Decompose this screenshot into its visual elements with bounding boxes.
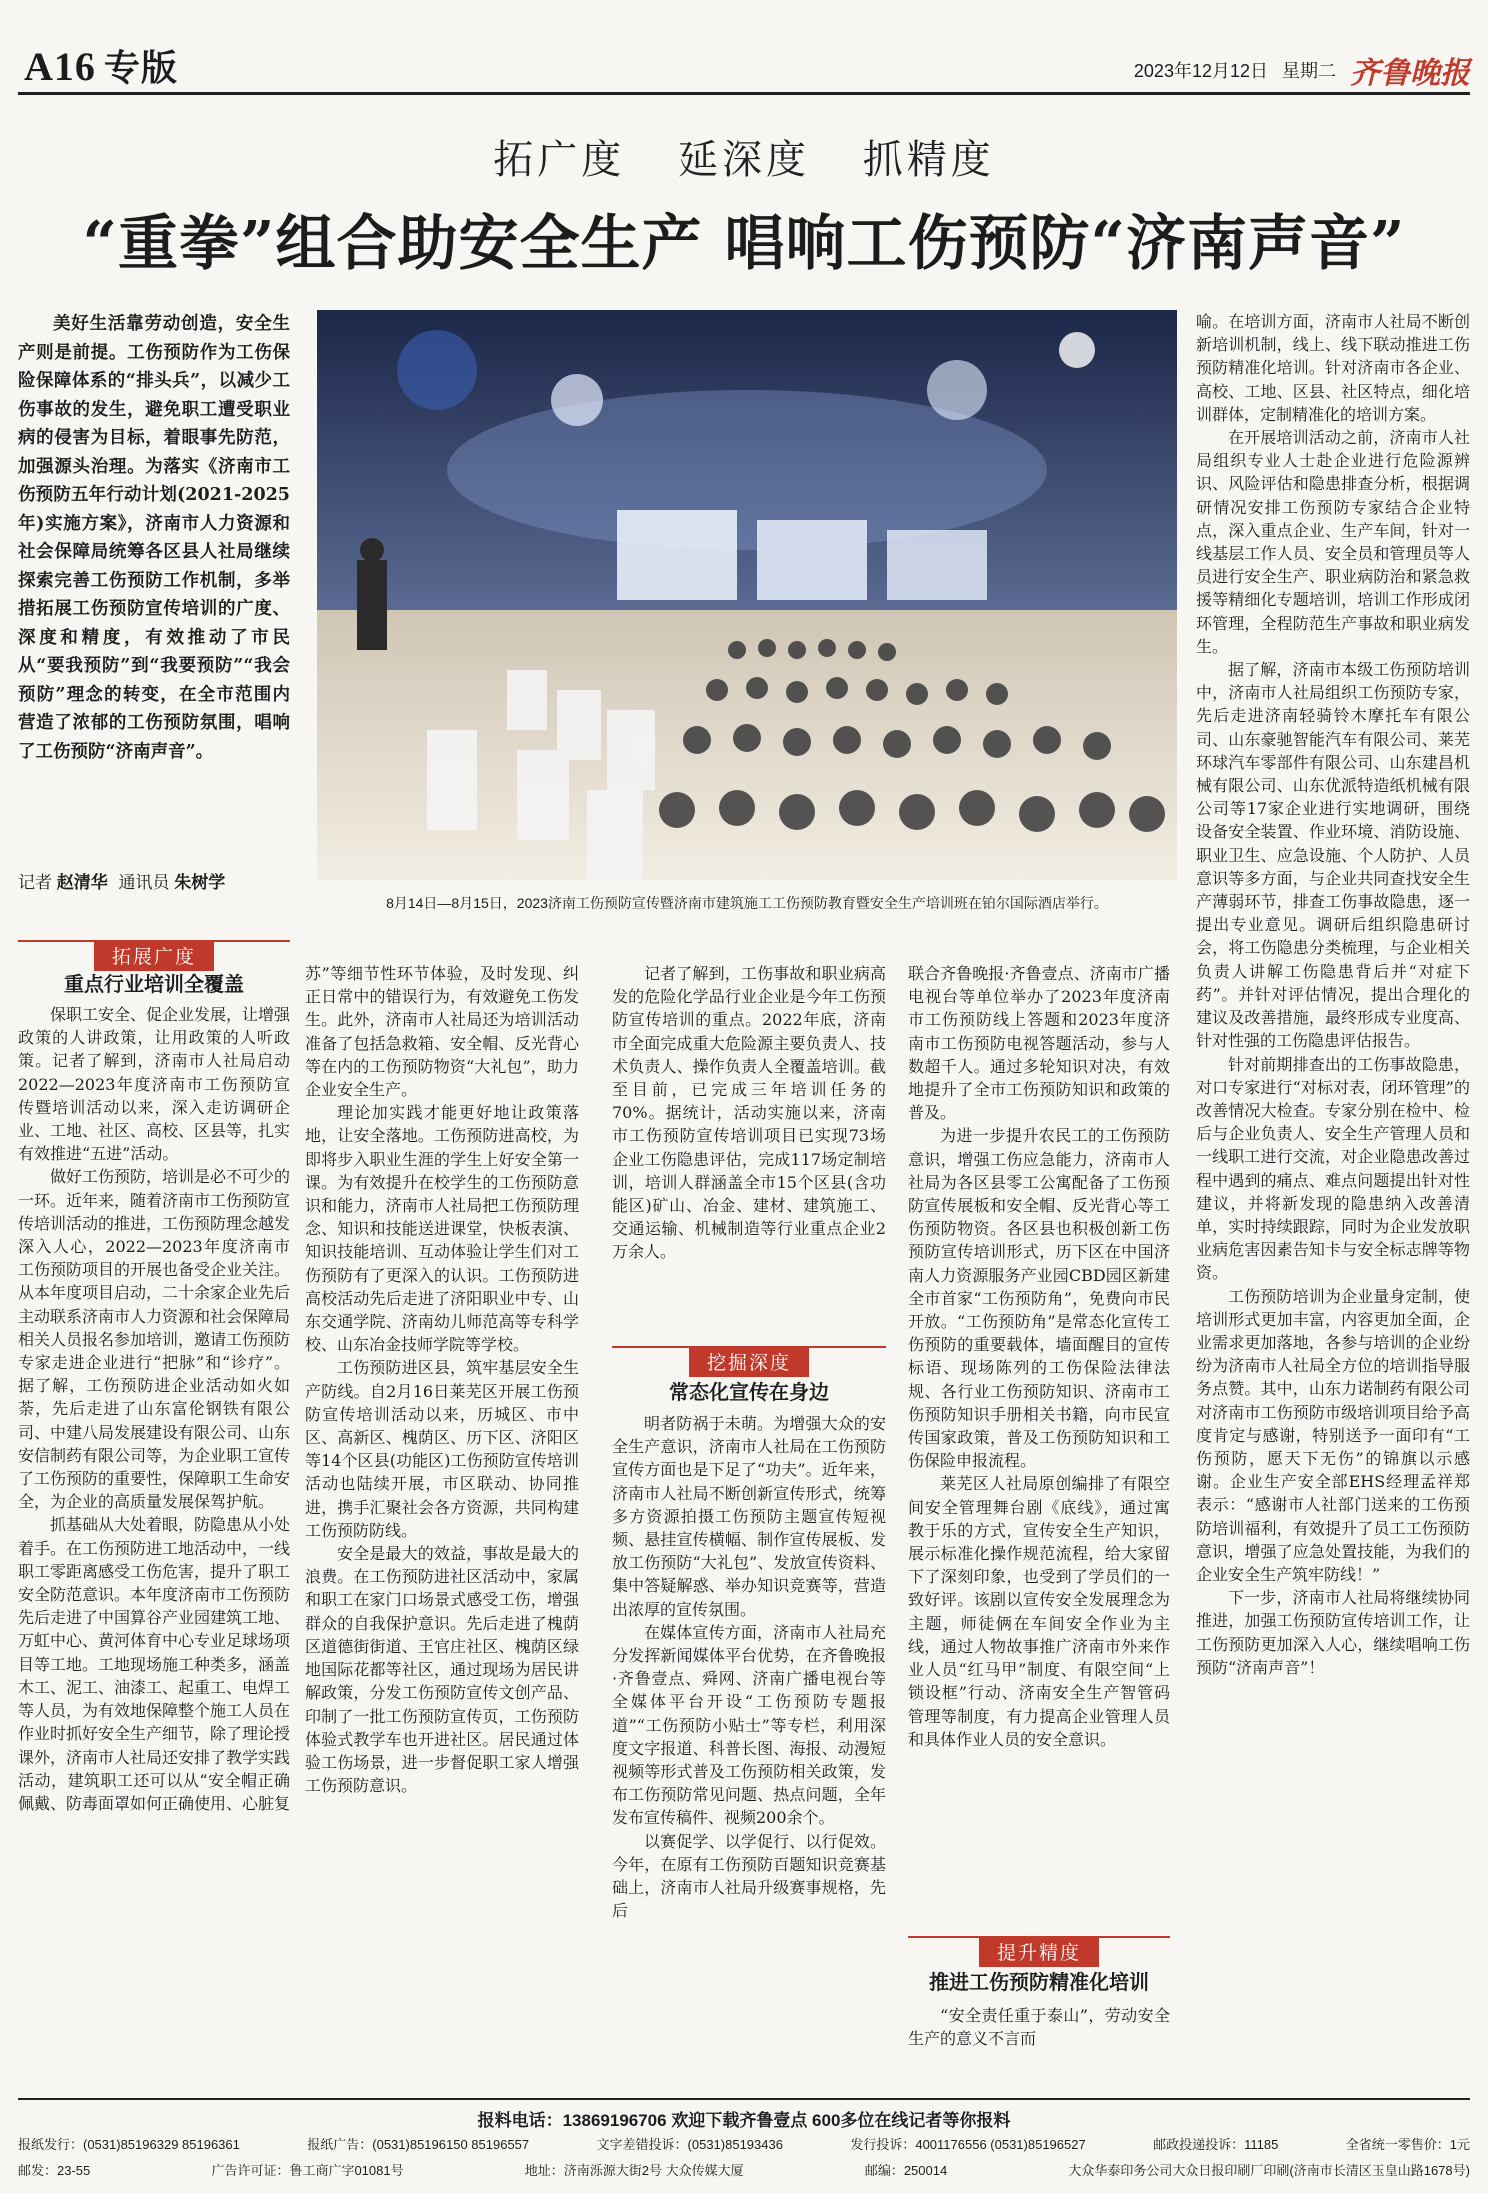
column-name: 专版 xyxy=(103,48,178,88)
publisher-item: 广告许可证：鲁工商广字01081号 xyxy=(211,2163,404,2178)
footer-divider xyxy=(18,2098,1470,2100)
column-5 xyxy=(1196,310,1470,1679)
paragraph: 保职工安全、促企业发展，让增强政策的人讲政策，让用政策的人听政策。记者了解到，济南市人社局启动2022—2023年度济南市工伤预防宣传暨培训活动以来，深入走访调研企业、工地、社区、高校、区县等，扎实有效推进“五进”活动。 xyxy=(18,1005,291,1164)
section-subtitle: 重点行业培训全覆盖 xyxy=(64,972,244,996)
paragraph: 记者了解到，工伤事故和职业病高发的危险化学品行业企业是今年工伤预防宣传培训的重点。2022年底，济南市全面完成重大危险源主要负责人、技术负责人、操作负责人全覆盖培训。截至目前，已完成三年培训任务的70%。据统计，活动实施以来，济南市工伤预防宣传培训项目已实现73场企业工伤隐患评估，完成117场定制培训，培训人群涵盖全市15个区县(含功能区)矿山、冶金、建材、建筑施工、交通运输、机械制造等行业重点企业2万余人。 xyxy=(612,964,886,1262)
column-4-continued xyxy=(908,2004,1170,2050)
header-divider xyxy=(18,92,1470,95)
section-tag-label: 挖掘深度 xyxy=(689,1346,809,1377)
publisher-item: 地址：济南泺源大街2号 大众传媒大厦 xyxy=(524,2163,744,2178)
paragraph: 理论加实践才能更好地让政策落地，让安全落地。工伤预防进高校，为即将步入职业生涯的学生上好安全第一课。为有效提升在校学生的工伤预防意识和能力，济南市人社局把工伤预防理念、知识和技能送进课堂，快板表演、知识技能培训、互动体验让学生们对工伤预防有了更深入的认识。工伤预防进高校活动先后走进了济阳职业中专、山东交通学院、济南幼儿师范高等专科学校、山东冶金技师学院等学校。 xyxy=(305,1103,579,1355)
paragraph: 喻。在培训方面，济南市人社局不断创新培训机制，线上、线下联动推进工伤预防精准化培训。针对济南市各企业、高校、工地、区县、社区特点，细化培训群体，定制精准化的培训方案。 xyxy=(1196,312,1470,424)
paragraph: 以赛促学、以学促行、以行促效。今年，在原有工伤预防百题知识竞赛基础上，济南市人社局升级赛事规格，先后 xyxy=(612,1831,886,1921)
paragraph: 工伤预防进区县，筑牢基层安全生产防线。自2月16日莱芜区开展工伤预防宣传培训活动以来，历城区、市中区、高新区、槐荫区、历下区、济阳区等14个区县(功能区)工伤预防宣传培训活动也陆续开展，市区联动、协同推进，携手汇聚社会各方资源，共同构建工伤预防防线。 xyxy=(305,1358,579,1540)
section-tag-precision xyxy=(908,1936,1170,1970)
newspaper-logo: 齐鲁晚报 xyxy=(1350,56,1470,91)
contact-item: 报纸广告：(0531)85196150 85196557 xyxy=(307,2137,530,2152)
paragraph: 做好工伤预防，培训是必不可少的一环。近年来，随着济南市工伤预防宣传培训活动的推进，工伤预防理念越发深入人心，2022—2023年度济南市工伤预防项目的开展也备受企业关注。从本年度项目启动，二十余家企业先后主动联系济南市人力资源和社会保障局相关人员报名参加培训，邀请工伤预防专家走进企业进行“把脉”和“诊疗”。据了解，工伤预防进企业活动如火如荼，先后走进了山东富伦钢铁有限公司、中建八局发展建设有限公司、山东安信制药有限公司等，为企业职工宣传了工伤预防的重要性，保障职工生命安全，为企业的高质量发展保驾护航。 xyxy=(18,1167,291,1512)
issue-date: 2023年12月12日 xyxy=(1133,61,1268,81)
section-subtitle: 推进工伤预防精准化培训 xyxy=(929,1970,1149,1994)
contact-item: 文字差错投诉：(0531)85193436 xyxy=(596,2137,783,2152)
kicker-item: 拓广度 xyxy=(493,137,626,183)
event-photo xyxy=(317,310,1177,880)
reporter-label: 记者 xyxy=(18,873,52,892)
paragraph: 据了解，济南市本级工伤预防培训中，济南市人社局组织工伤预防专家，先后走进济南轻骑铃木摩托车有限公司、山东豪驰智能汽车有限公司、莱芜环球汽车零部件有限公司、山东建昌机械有限公司、山东优派特造纸机械有限公司等17家企业进行实地调研，围绕设备安全装置、作业环境、消防设施、职业卫生、应急设施、个人防护、人员意识等多方面，与企业共同查找安全生产薄弱环节，排查工伤事故隐患，逐一提出专业意见。调研后组织隐患研讨会，将工伤隐患分类梳理，与企业相关负责人讲解工伤隐患背后并“对症下药”。并针对评估情况，提出合理化的建议及改善措施，最终形成专业度高、针对性强的工伤隐患评估报告。 xyxy=(1196,660,1470,1051)
section-tag-label: 提升精度 xyxy=(979,1936,1099,1967)
section-subtitle: 常态化宣传在身边 xyxy=(669,1380,829,1404)
paragraph: 在媒体宣传方面，济南市人社局充分发挥新闻媒体平台优势，在齐鲁晚报·齐鲁壹点、舜网、济南广播电视台等全媒体平台开设“工伤预防专题报道”“工伤预防小贴士”等专栏，利用深度文字报道、科普长图、海报、动漫短视频等形式普及工伤预防相关政策，发布工伤预防常见问题、热点问题，全年发布宣传稿件、视频200余个。 xyxy=(612,1622,886,1828)
kicker xyxy=(0,128,1488,185)
correspondent-label: 通讯员 xyxy=(118,873,170,892)
contact-item: 全省统一零售价：1元 xyxy=(1345,2137,1470,2152)
publisher-line xyxy=(18,2160,1470,2179)
contact-item: 报纸发行：(0531)85196329 85196361 xyxy=(18,2137,240,2152)
kicker-item: 延深度 xyxy=(678,137,810,183)
paragraph: 安全是最大的效益，事故是最大的浪费。在工伤预防进社区活动中，家属和职工在家门口场景式感受工伤，增强群众的自我保护意识。先后走进了槐荫区道德街街道、王官庄社区、槐荫区绿地国际花都等社区，通过现场为居民讲解政策，分发工伤预防宣传文创产品、印制了一批工伤预防宣传页，工伤预防体验式教学车也开进社区。居民通过体验工伤场景，进一步督促职工家人增强工伤预防意识。 xyxy=(305,1544,579,1796)
paragraph: 工伤预防培训为企业量身定制，使培训形式更加丰富，内容更加全面，企业需求更加落地，各参与培训的企业纷纷为济南市人社局全方位的培训指导服务点赞。其中，山东力诺制药有限公司对济南市工伤预防市级培训项目给予高度肯定与感谢，特别送予一面印有“工伤预防，愿天下无伤”的锦旗以示感谢。企业生产安全部EHS经理孟祥郑表示：“感谢市人社部门送来的工伤预防培训福利，有效提升了员工工伤预防意识，增强了应急处置技能，为我们的企业安全生产筑牢防线！” xyxy=(1196,1286,1470,1584)
publisher-item: 邮发：23-55 xyxy=(18,2163,91,2178)
column-2 xyxy=(305,962,579,1797)
paragraph: 在开展培训活动之前，济南市人社局组织专业人士赴企业进行危险源辨识、风险评估和隐患排查分析，根据调研情况安排工伤预防专家结合企业特点，深入重点企业、生产车间，针对一线基层工作人员、安全员和管理员等人员进行安全生产、职业病防治和紧急救援等精细化专题培训，培训工作形成闭环管理，全程防范生产事故和职业病发生。 xyxy=(1196,428,1470,656)
conference-hall-illustration xyxy=(317,310,1177,880)
contact-line xyxy=(18,2134,1470,2153)
section-tag-label: 拓展广度 xyxy=(94,940,214,971)
paragraph: 明者防祸于未萌。为增强大众的安全生产意识，济南市人社局在工伤预防宣传方面也是下足了“功夫”。近年来，济南市人社局不断创新宣传形式，统筹多方资源拍摄工伤预防主题宣传短视频、悬挂宣传横幅、制作宣传展板、发放工伤预防“大礼包”、发放宣传资料、集中答疑解惑、举办知识竞赛等，营造出浓厚的宣传氛围。 xyxy=(612,1414,886,1619)
kicker-item: 抓精度 xyxy=(862,137,995,183)
contact-item: 发行投诉：4001176556 (0531)85196527 xyxy=(850,2137,1086,2152)
paragraph: 下一步，济南市人社局将继续协同推进，加强工伤预防宣传培训工作，让工伤预防更加深入人心，继续唱响工伤预防“济南声音”！ xyxy=(1196,1588,1470,1677)
column-3-continued xyxy=(612,1412,886,1922)
masthead xyxy=(18,30,1470,92)
issue-weekday: 星期二 xyxy=(1282,61,1336,81)
paragraph: 为进一步提升农民工的工伤预防意识，增强工伤应急能力，济南市人社局为各区县零工公寓配备了工伤预防宣传展板和安全帽、反光背心等工伤预防物资。各区县也积极创新工伤预防宣传培训形式，历下区在中国济南人力资源服务产业园CBD园区新建全市首家“工伤预防角”，免费向市民开放。“工伤预防角”是常态化宣传工伤预防的重要载体，墙面醒目的宣传标语、现场陈列的工伤保险法律法规、各行业工伤预防知识、济南市工伤预防知识手册相关书籍，向市民宣传国家政策，普及工伤预防知识和工伤保险申报流程。 xyxy=(908,1126,1170,1471)
paragraph: 抓基础从大处着眼，防隐患从小处着手。在工伤预防进工地活动中，一线职工零距离感受工伤危害，提升了职工安全防范意识。本年度济南市工伤预防先后走进了中国算谷产业园建筑工地、万虹中心、黄河体育中心专业足球场项目等工地。工地现场施工种类多，涵盖木工、泥工、油漆工、起重工、电焊工等人员，为有效地保障整个施工人员在作业时抓好安全生产细节，除了理论授课外，济南市人社局还安排了教学实践活动，建筑职工还可以从“安全帽正确佩戴、防毒面罩如何正确使用、心脏复 xyxy=(18,1515,291,1813)
tip-line: 报料电话：13869196706 欢迎下载齐鲁壹点 600多位在线记者等你报料 xyxy=(477,2111,1011,2130)
paragraph: “安全责任重于泰山”，劳动安全生产的意义不言而 xyxy=(908,2006,1170,2049)
paragraph: 针对前期排查出的工伤事故隐患，对口专家进行“对标对表，闭环管理”的改善情况大检查。专家分别在检中、检后与企业负责人、安全生产管理人员和一线职工进行交流，对企业隐患改善过程中遇到的痛点、难点问题提出针对性建议，并将新发现的隐患纳入改善清单，实时持续跟踪，同时为企业发放职业病危害因素告知卡与安全标志牌等物资。 xyxy=(1196,1054,1470,1283)
contact-item: 邮政投递投诉：11185 xyxy=(1153,2137,1279,2152)
paragraph: 莱芜区人社局原创编排了有限空间安全管理舞台剧《底线》，通过寓教于乐的方式，宣传安全生产知识，展示标准化操作规范流程，给大家留下了深刻印象，也受到了学员们的一致好评。该剧以宣传安全发展理念为主题，师徒俩在车间安全作业为主线，通过人物故事推广济南市外来作业人员“红马甲”制度、有限空间“上锁设框”行动、济南安全生产智管码管理等制度，有力提高企业管理人员和具体作业人员的安全意识。 xyxy=(908,1474,1170,1749)
lead-paragraph: 美好生活靠劳动创造，安全生产则是前提。工伤预防作为工伤保险保障体系的“排头兵”，以减少工伤事故的发生，避免职工遭受职业病的侵害为目标，着眼事先防范，加强源头治理。为落实《济南市工伤预防五年行动计划(2021-2025年)实施方案》，济南市人力资源和社会保障局统筹各区县人社局继续探索完善工伤预防工作机制，多举措拓展工伤预防宣传培训的广度、深度和精度，有效推动了市民从“要我预防”到“我要预防”“我会预防”理念的转变，在全市范围内营造了浓郁的工伤预防氛围，唱响了工伤预防“济南声音”。 xyxy=(18,314,290,762)
column-3 xyxy=(612,962,886,1264)
header-info xyxy=(1134,48,1470,92)
paragraph: 苏”等细节性环节体验，及时发现、纠正日常中的错误行为，有效避免工伤发生。此外，济南市人社局还为培训活动准备了包括急救箱、安全帽、反光背心等在内的工伤预防物资“大礼包”，助力企业安全生产。 xyxy=(305,964,579,1100)
column-1 xyxy=(18,1003,290,1815)
column-4 xyxy=(908,962,1170,1751)
photo-caption: 8月14日—8月15日，2023济南工伤预防宣传暨济南市建筑施工工伤预防教育暨安全生产培训班在铂尔国际酒店举行。 xyxy=(386,895,1108,911)
paragraph: 联合齐鲁晚报·齐鲁壹点、济南市广播电视台等单位举办了2023年度济南市工伤预防线上答题和2023年度济南市工伤预防电视答题活动，参与人数超千人。通过多轮知识对决，有效地提升了全市工伤预防知识和政策的普及。 xyxy=(908,964,1170,1123)
correspondent-name: 朱树学 xyxy=(174,873,226,892)
byline xyxy=(18,868,290,893)
publisher-item: 大众华泰印务公司大众日报印刷厂印刷(济南市长清区玉皇山路1678号) xyxy=(1068,2163,1470,2178)
publisher-item: 邮编：250014 xyxy=(864,2163,948,2178)
page-label: A16 xyxy=(24,44,96,89)
headline: “重拳”组合助安全生产 唱响工伤预防“济南声音” xyxy=(82,209,1406,279)
reporter-name: 赵清华 xyxy=(56,873,108,892)
section-tag-deepen xyxy=(612,1346,886,1380)
page-number xyxy=(24,40,178,91)
